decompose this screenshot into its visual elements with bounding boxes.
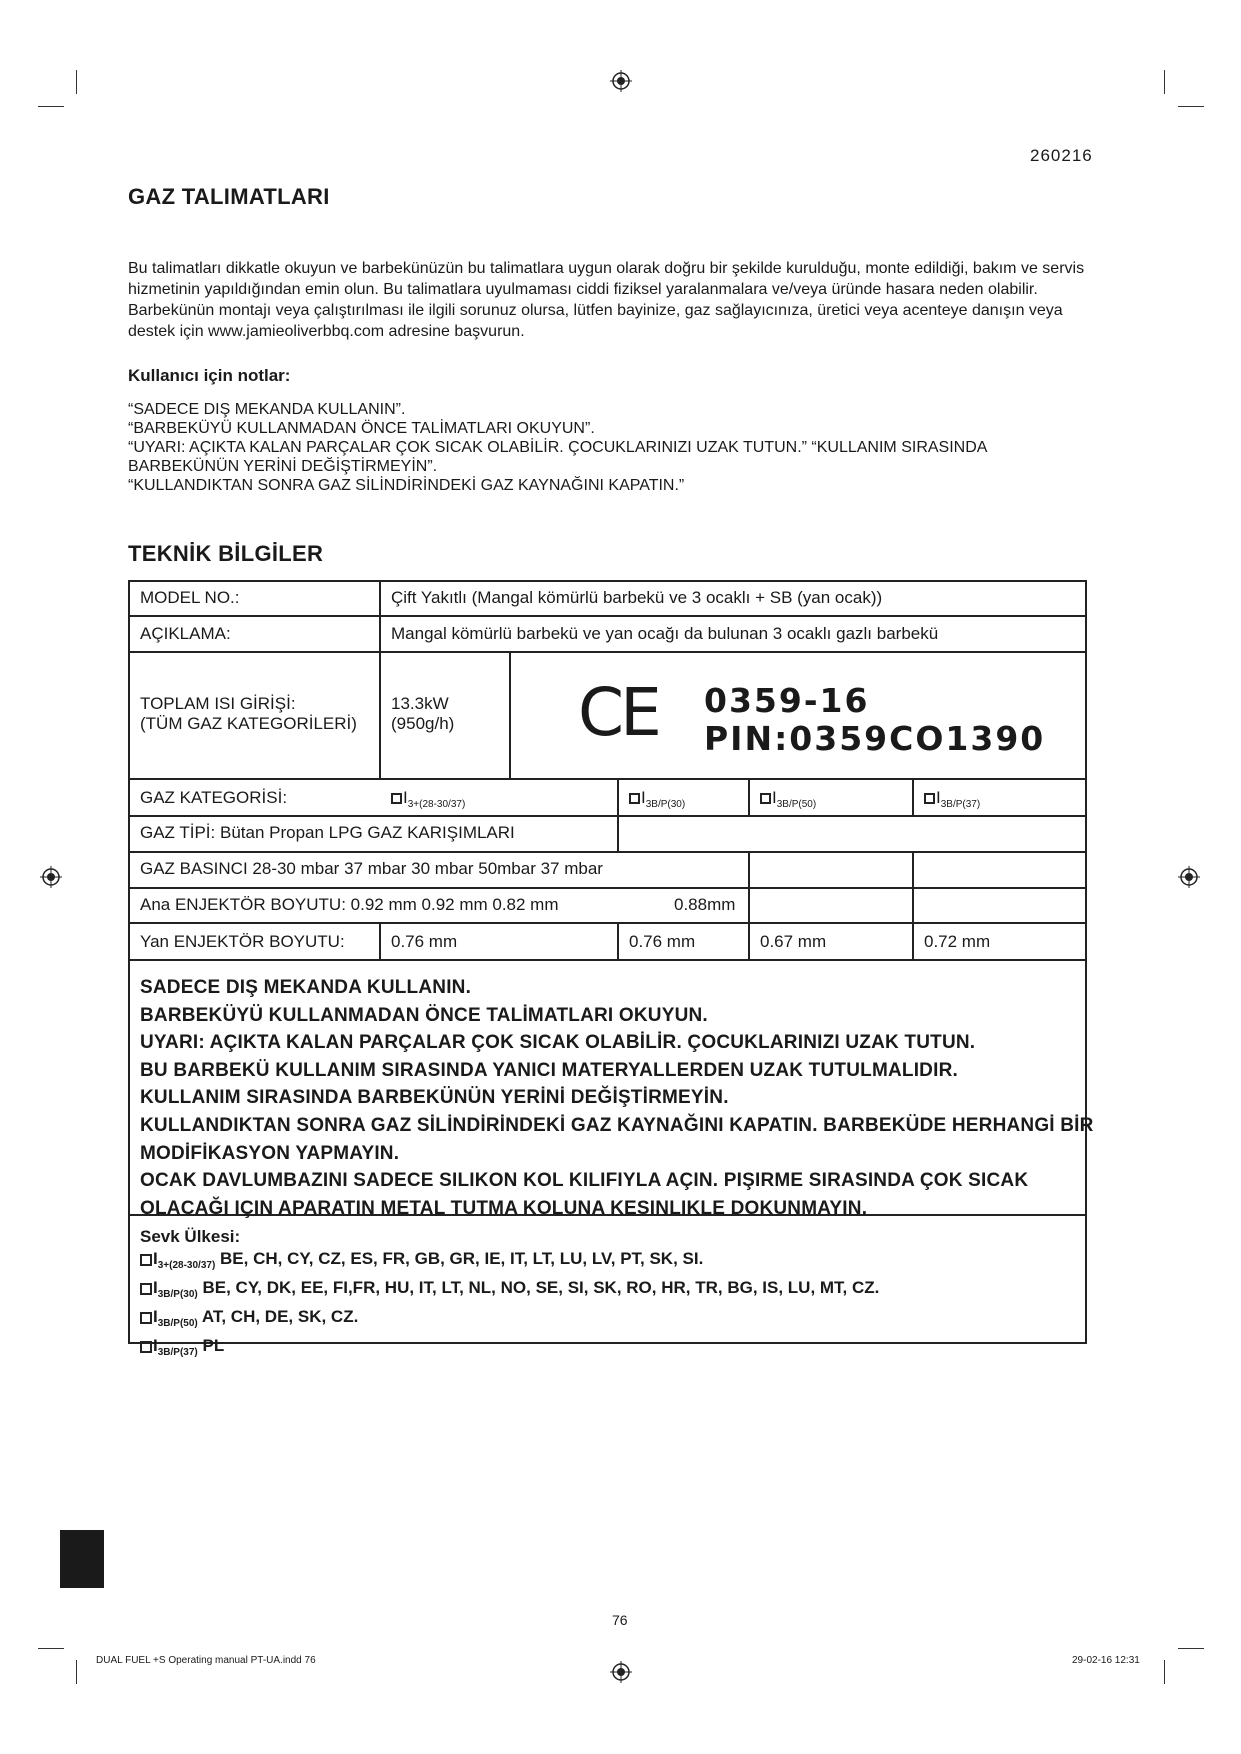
registration-mark-icon	[610, 70, 632, 92]
table-rule	[128, 959, 1087, 961]
heat-input-value-line: (950g/h)	[391, 714, 455, 733]
warning-line: UYARI: AÇIKTA KALAN PARÇALAR ÇOK SICAK OLABİLİR. ÇOCUKLARINIZI UZAK TUTUN.	[140, 1032, 976, 1054]
crop-mark	[1178, 1648, 1204, 1649]
registration-mark-icon	[40, 866, 62, 888]
crop-mark	[76, 70, 77, 94]
table-rule	[128, 887, 1087, 889]
crop-mark	[1164, 70, 1165, 94]
shipment-heading: Sevk Ülkesi:	[140, 1227, 241, 1246]
table-rule	[748, 851, 750, 960]
model-label: MODEL NO.:	[140, 588, 240, 607]
main-injector-last: 0.88mm	[674, 895, 736, 914]
warning-line: KULLANDIKTAN SONRA GAZ SİLİNDİRİNDEKİ GAZ KAYNAĞINI KAPATIN. BARBEKÜDE HERHANGİ BİR MODİFİKASYON YAPMAYIN.	[140, 1114, 1094, 1164]
footer-filename: DUAL FUEL +S Operating manual PT-UA.indd 76	[96, 1655, 316, 1666]
notes-list	[128, 400, 1098, 495]
crop-mark	[1164, 1660, 1165, 1684]
table-rule	[128, 651, 1087, 653]
heat-input-label-line: (TÜM GAZ KATEGORİLERİ)	[140, 714, 357, 733]
ce-code: 0359-16	[704, 681, 870, 720]
warning-line: BARBEKÜYÜ KULLANMADAN ÖNCE TALİMATLARI OKUYUN.	[140, 1004, 708, 1026]
table-rule	[912, 778, 914, 816]
shipment-row: $I_{3B/P(37)}$ PL	[140, 1335, 1100, 1364]
gas-pressure: GAZ BASINCI 28-30 mbar 37 mbar 30 mbar 50mbar 37 mbar	[140, 859, 603, 878]
heat-input-value	[391, 694, 454, 734]
page-tab-marker	[60, 1530, 104, 1588]
gas-category-2: $I_{3B/P(30)}$	[629, 788, 685, 815]
table-rule	[617, 778, 619, 851]
crop-mark	[38, 1648, 64, 1649]
ce-pin: PIN:0359CO1390	[704, 719, 1046, 758]
description-value: Mangal kömürlü barbekü ve yan ocağı da bulunan 3 ocaklı gazlı barbekü	[391, 624, 939, 643]
table-rule	[128, 851, 1087, 853]
table-rule	[128, 815, 1087, 817]
checkbox-icon	[629, 793, 640, 804]
shipment-row: $I_{3B/P(50)}$ AT, CH, DE, SK, CZ.	[140, 1306, 1100, 1335]
crop-mark	[76, 1660, 77, 1684]
table-rule	[128, 615, 1087, 617]
checkbox-icon	[391, 793, 402, 804]
crop-mark	[1178, 106, 1204, 107]
checkbox-icon	[140, 1341, 152, 1353]
table-rule	[617, 922, 619, 960]
table-rule	[128, 778, 1087, 780]
table-rule	[509, 651, 511, 779]
registration-mark-icon	[1178, 866, 1200, 888]
side-injector-value: 0.76 mm	[391, 932, 458, 951]
intro-paragraph: Bu talimatları dikkatle okuyun ve barbekünüzün bu talimatlara uygun olarak doğru bir şekilde kurulduğu, monte edildiği, bakım ve servis hizmetinin yapıldığından emin olun. Bu talimatlara uyulmaması ciddi fiziksel yaralanmalara ve/veya üründe hasara neden olabilir. Barbekünün montajı veya çalıştırılması ile ilgili sorunuz olursa, lütfen bayinize, gaz sağlayıcınıza, üretici veya acenteye danışın veya destek için www.jamieoliverbbq.com adresine başvurun.	[128, 260, 1085, 340]
gas-category-4: $I_{3B/P(37)}$	[924, 788, 980, 815]
heat-input-value-line: 13.3kW	[391, 694, 449, 713]
table-rule	[912, 851, 914, 960]
model-value: Çift Yakıtlı (Mangal kömürlü barbekü ve 3 ocaklı + SB (yan ocak))	[391, 588, 883, 607]
note-item: “KULLANDIKTAN SONRA GAZ SİLİNDİRİNDEKİ GAZ KAYNAĞINI KAPATIN.”	[128, 477, 685, 494]
heat-input-label-line: TOPLAM ISI GİRİŞİ:	[140, 694, 296, 713]
notes-heading: Kullanıcı için notlar:	[128, 366, 291, 385]
warning-line: BU BARBEKÜ KULLANIM SIRASINDA YANICI MATERYALLERDEN UZAK TUTULMALIDIR.	[140, 1059, 958, 1081]
side-injector-value: 0.72 mm	[924, 932, 991, 951]
heat-input-label	[140, 694, 357, 734]
table-rule	[379, 922, 381, 960]
warnings-block	[140, 974, 1100, 1222]
ce-mark: CE	[578, 674, 658, 751]
checkbox-icon	[140, 1312, 152, 1324]
checkbox-icon	[140, 1254, 152, 1266]
side-injector-value: 0.76 mm	[629, 932, 696, 951]
table-rule	[748, 778, 750, 816]
gas-category-label: GAZ KATEGORİSİ:	[140, 788, 288, 807]
note-item: “BARBEKÜYÜ KULLANMADAN ÖNCE TALİMATLARI OKUYUN”.	[128, 420, 595, 437]
footer-timestamp: 29-02-16 12:31	[1072, 1655, 1140, 1666]
warning-line: OCAK DAVLUMBAZINI SADECE SILIKON KOL KILIFIYLA AÇIN. PIŞIRME SIRASINDA ÇOK SICAK OLACAĞI IÇIN APARATIN METAL TUTMA KOLUNA KESINLIKLE DOKUNMAYIN.	[140, 1170, 1029, 1219]
gas-type: GAZ TİPİ: Bütan Propan LPG GAZ KARIŞIMLARI	[140, 823, 515, 842]
note-item: “UYARI: AÇIKTA KALAN PARÇALAR ÇOK SICAK OLABİLİR. ÇOCUKLARINIZI UZAK TUTUN.” “KULLANIM SIRASINDA BARBEKÜNÜN YERİNİ DEĞİŞTİRMEYİN”.	[128, 439, 987, 475]
note-item: “SADECE DIŞ MEKANDA KULLANIN”.	[128, 401, 406, 418]
checkbox-icon	[760, 793, 771, 804]
tech-title: TEKNİK BİLGİLER	[128, 541, 324, 566]
warning-line: SADECE DIŞ MEKANDA KULLANIN.	[140, 977, 472, 998]
shipment-block	[140, 1226, 1100, 1364]
table-rule	[379, 580, 381, 779]
document-number: 260216	[1030, 146, 1093, 165]
ce-certificate	[704, 682, 1045, 758]
warning-line: KULLANIM SIRASINDA BARBEKÜNÜN YERİNİ DEĞİŞTİRMEYİN.	[140, 1087, 729, 1109]
gas-category-1: $I_{3+(28-30/37)}$	[391, 788, 465, 815]
shipment-row: $I_{3B/P(30)}$ BE, CY, DK, EE, FI,FR, HU, IT, LT, NL, NO, SE, SI, SK, RO, HR, TR, BG, IS, LU, MT, CZ.	[140, 1277, 1100, 1306]
registration-mark-icon	[610, 1661, 632, 1683]
checkbox-icon	[140, 1283, 152, 1295]
side-injector-value: 0.67 mm	[760, 932, 827, 951]
checkbox-icon	[924, 793, 935, 804]
table-rule	[128, 922, 1087, 924]
page-title: GAZ TALIMATLARI	[128, 184, 330, 209]
description-label: AÇIKLAMA:	[140, 624, 231, 643]
gas-category-3: $I_{3B/P(50)}$	[760, 788, 816, 815]
side-injector-label: Yan ENJEKTÖR BOYUTU:	[140, 932, 345, 951]
shipment-row: $I_{3+(28-30/37)}$ BE, CH, CY, CZ, ES, FR, GB, GR, IE, IT, LT, LU, LV, PT, SK, SI.	[140, 1248, 1100, 1277]
page-number: 76	[612, 1612, 628, 1628]
crop-mark	[38, 106, 64, 107]
main-injector: Ana ENJEKTÖR BOYUTU: 0.92 mm 0.92 mm 0.82 mm	[140, 895, 559, 914]
